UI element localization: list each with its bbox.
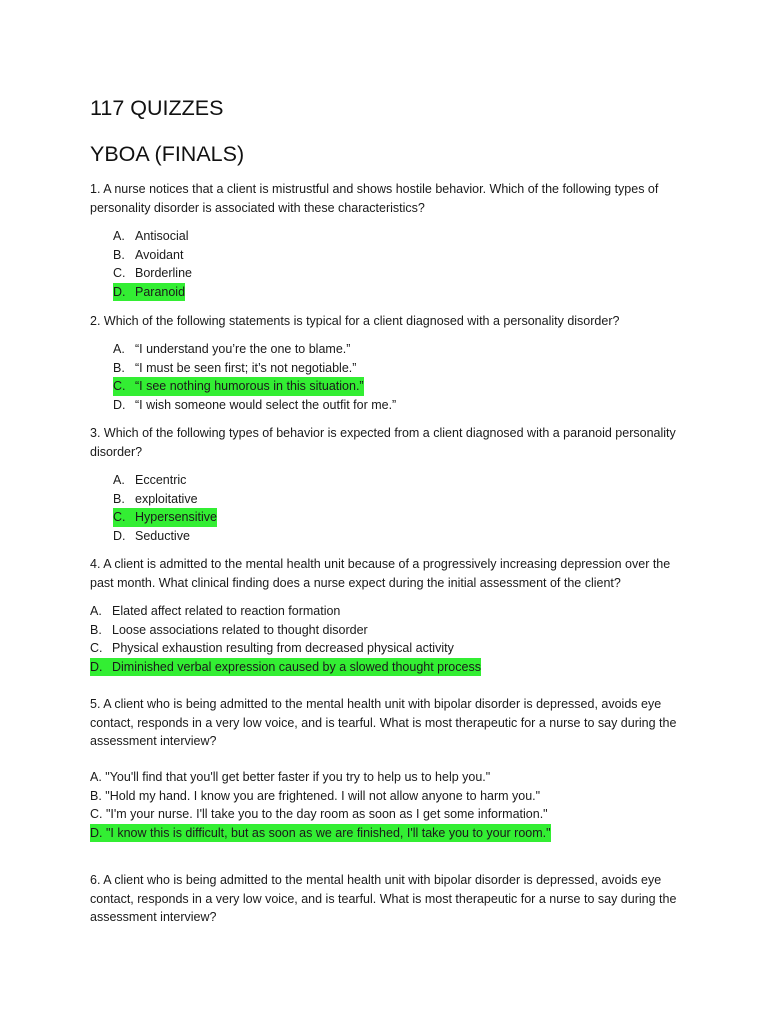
- question-1-text: 1. A nurse notices that a client is mistrustful and shows hostile behavior. Which of the following types of personality disorder is associated with these characteristics?: [90, 182, 659, 215]
- question-3-text: 3. Which of the following types of behavior is expected from a client diagnosed with a paranoid personality disorder?: [90, 426, 676, 459]
- question-6-text: 6. A client who is being admitted to the mental health unit with bipolar disorder is depressed, avoids eye contact, responds in a very low voice, and is tearful. What is most therapeutic for a nurse to say during the assessment interview?: [90, 873, 677, 925]
- option-3a: A. Eccentric: [113, 473, 187, 487]
- option-4c: C. Physical exhaustion resulting from decreased physical activity: [90, 641, 454, 656]
- option-1b: B. Avoidant: [113, 247, 184, 262]
- question-3-options: [113, 471, 217, 545]
- option-5c: C. "I'm your nurse. I'll take you to the day room as soon as I get some information.": [90, 807, 548, 822]
- option-3d: D. Seductive: [113, 528, 190, 543]
- option-2d: D. “I wish someone would select the outfit for me.”: [113, 397, 397, 412]
- option-5d-correct: D. "I know this is difficult, but as soon as we are finished, I'll take you to your room.": [90, 824, 551, 843]
- option-2c-correct: C. “I see nothing humorous in this situation.”: [113, 377, 396, 396]
- course-heading: 117 QUIZZES: [90, 96, 224, 120]
- option-4a: A. Elated affect related to reaction formation: [90, 604, 341, 618]
- option-1d-correct: D. Paranoid: [113, 283, 192, 302]
- option-2a: A. “I understand you’re the one to blame.”: [113, 342, 351, 356]
- option-4b: B. Loose associations related to thought disorder: [90, 622, 368, 637]
- question-4-options: [90, 602, 481, 676]
- question-4-text: 4. A client is admitted to the mental health unit because of a progressively increasing depression over the past month. What clinical finding does a nurse expect during the initial assessment of the client?: [90, 557, 671, 590]
- option-3c-correct: C. Hypersensitive: [113, 508, 217, 527]
- question-2-options: [113, 340, 396, 414]
- option-5b: B. "Hold my hand. I know you are frightened. I will not allow anyone to harm you.": [90, 788, 541, 803]
- exam-heading: YBOA (FINALS): [90, 142, 245, 166]
- option-2b: B. “I must be seen first; it’s not negotiable.”: [113, 360, 357, 375]
- option-3b: B. exploitative: [113, 491, 198, 506]
- question-5-text: 5. A client who is being admitted to the mental health unit with bipolar disorder is depressed, avoids eye contact, responds in a very low voice, and is tearful. What is most therapeutic for a nurse to say during the assessment interview?: [90, 697, 677, 749]
- question-2-text: 2. Which of the following statements is typical for a client diagnosed with a personality disorder?: [90, 314, 620, 328]
- question-5-options: [90, 768, 551, 842]
- option-1a: A. Antisocial: [113, 229, 189, 243]
- option-4d-correct: D. Diminished verbal expression caused by a slowed thought process: [90, 658, 481, 677]
- option-5a: A. "You'll find that you'll get better faster if you try to help us to help you.": [90, 770, 491, 784]
- option-1c: C. Borderline: [113, 266, 192, 281]
- question-1-options: [113, 227, 192, 301]
